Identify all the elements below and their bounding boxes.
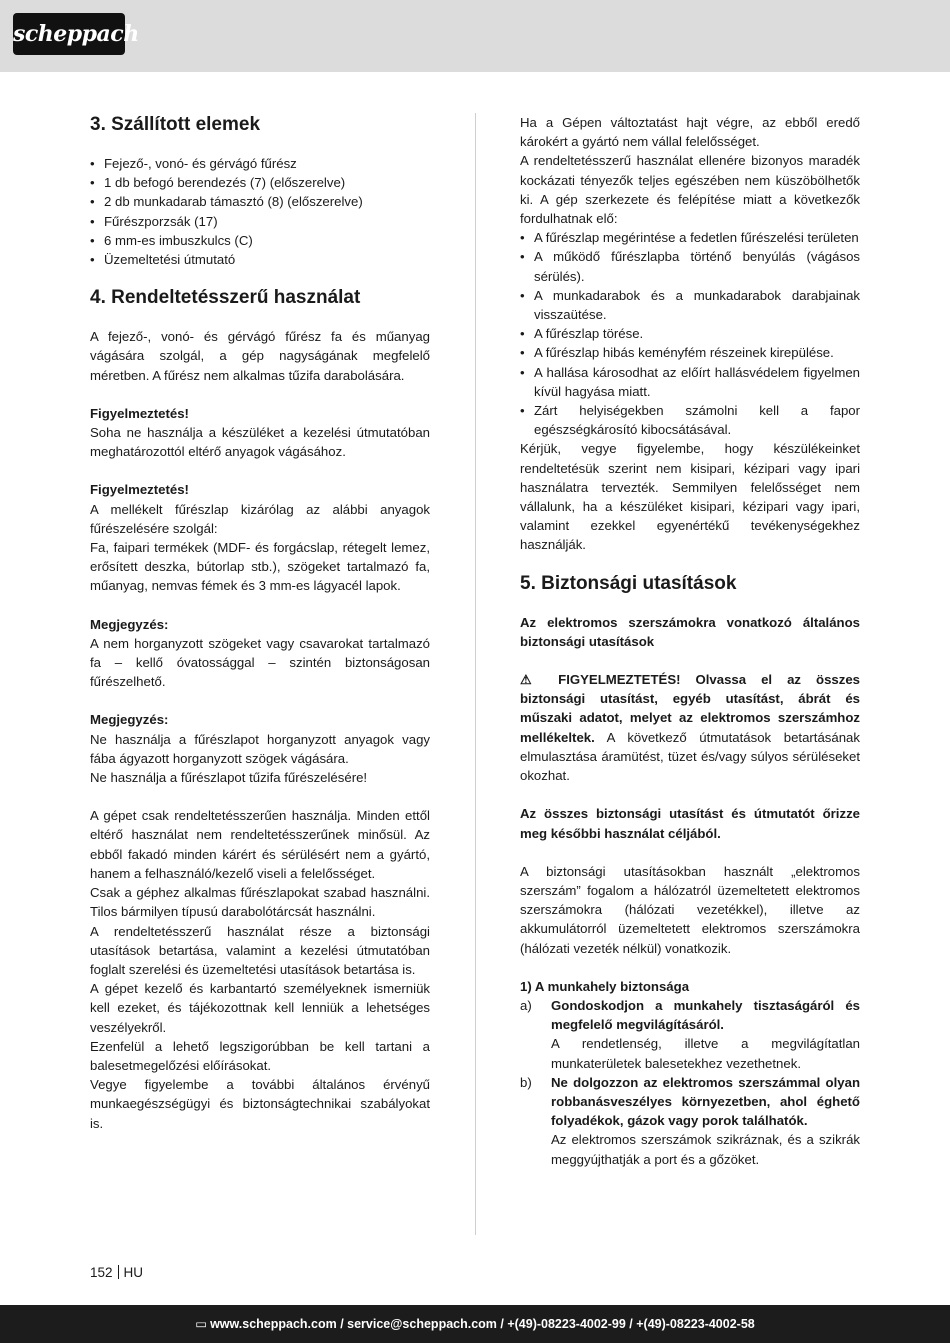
warning-text: A mellékelt fűrészlap kizárólag az alábbi anyagok fűrészelésére szolgál:: [90, 501, 430, 536]
list-item: • Fejező-, vonó- és gérvágó fűrész: [90, 154, 430, 173]
warning-text: Soha ne használja a készüléket a kezelési útmutatóban meghatározottól eltérő anyagok vágásához.: [90, 425, 430, 460]
paragraph: A gépet kezelő és karbantartó személyeknek ismerniük kell ezeket, és tájékozottnak kell lenniük a lehetséges veszélyekről.: [90, 981, 430, 1035]
item-letter: b): [520, 1074, 532, 1090]
instruction-a: [520, 996, 860, 1073]
paragraph: Ha a Gépen változtatást hajt végre, az ebből eredő károkért a gyártó nem vállal felelősséget.: [520, 115, 860, 150]
contact-text: www.scheppach.com / service@scheppach.com / +(49)-08223-4002-99 / +(49)-08223-4002-58: [210, 1317, 755, 1331]
paragraph: Csak a géphez alkalmas fűrészlapokat szabad használni. Tilos bármilyen típusú darabolótárcsát használni.: [90, 885, 430, 920]
list-item: • A fűrészlap törése.: [520, 324, 860, 343]
definition-text: A biztonsági utasításokban használt „elektromos szerszám” fogalom a hálózatról üzemeltetett elektromos szerszámokra (hálózati vezetékkel), illetve az akkumulátorról üzemeltetett elektromos szerszámokra (hálózati vezeték nélkül) vonatkozik.: [520, 863, 860, 956]
list-item: • Üzemeltetési útmutató: [90, 250, 430, 269]
section-5-title: 5. Biztonsági utasítások: [520, 572, 737, 594]
column-divider: [475, 113, 476, 1235]
item-letter: a): [520, 997, 532, 1013]
section-4-title: 4. Rendeltetésszerű használat: [90, 287, 361, 309]
subsection-title: Az elektromos szerszámokra vonatkozó általános biztonsági utasítások: [520, 614, 860, 649]
residual-risks-list: [520, 228, 860, 439]
materials-text: Fa, faipari termékek (MDF- és forgácslap, rétegelt lemez, erősített deszka, bútorlap stb.), szögeket tartalmazó fa, műanyag, nemvas fémek és 3 mm-es lágyacél lapok.: [90, 540, 430, 594]
paragraph: Vegye figyelembe a további általános érvényű munkaegészségügyi és biztonságtechnikai szabályokat is.: [90, 1077, 430, 1131]
note-label: Megjegyzés:: [90, 712, 169, 728]
warning-label: Figyelmeztetés!: [90, 482, 189, 498]
list-item: • Zárt helyiségekben számolni kell a fapor egészségkárosító kibocsátásával.: [520, 401, 860, 439]
warning-bold-text: ⚠ FIGYELMEZTETÉS! Olvassa el az összes biztonsági utasítást, egyéb utasítást, ábrát és műszaki adatot, melyet az elektromos szerszámhoz mellékeltek.: [520, 672, 860, 745]
instruction-text: Az elektromos szerszámok szikráznak, és a szikrák meggyújthatják a port és a gőzöket.: [551, 1132, 860, 1167]
header-bar: [0, 0, 950, 72]
page-number: 152: [90, 1265, 113, 1280]
list-item: • A munkadarabok és a munkadarabok darabjainak visszaütése.: [520, 286, 860, 324]
note-label: Megjegyzés:: [90, 616, 169, 632]
list-item: • 1 db befogó berendezés (7) (előszerelve): [90, 173, 430, 192]
list-item: • A fűrészlap hibás keményfém részeinek kirepülése.: [520, 343, 860, 362]
page-footer: [90, 1264, 143, 1282]
keep-instructions-text: Az összes biztonsági utasítást és útmutatót őrizze meg későbbi használat céljából.: [520, 806, 860, 841]
list-item: • A működő fűrészlapba történő benyúlás (vágásos sérülés).: [520, 247, 860, 285]
paragraph: A gépet csak rendeltetésszerűen használja. Minden ettől eltérő használat nem rendeltetésszerűnek minősül. Az ebből fakadó minden kárért és sérülésért nem a gyártó, hanem a felhasználó/kezelő viseli a felelősséget.: [90, 808, 430, 881]
paragraph: Ezenfelül a lehető legszigorúbban be kell tartani a balesetmegelőzési előírásokat.: [90, 1038, 430, 1073]
instruction-text: A rendetlenség, illetve a megvilágítatlan munkaterületek balesetekhez vezethetnek.: [551, 1036, 860, 1071]
delivered-items-list: [90, 154, 430, 269]
instruction-bold: Gondoskodjon a munkahely tisztaságáról és megfelelő megvilágításáról.: [551, 997, 860, 1033]
footer-separator: [118, 1265, 119, 1279]
note-text: Ne használja a fűrészlapot tűzifa fűrészelésére!: [90, 770, 368, 786]
general-warning: [520, 670, 860, 785]
paragraph: A rendeltetésszerű használat ellenére bizonyos maradék kockázati tényezők teljes egészében nem küszöbölhetők ki. A gép szerkezete és felépítése miatt a következők fordulhatnak elő:: [520, 153, 860, 227]
list-item: • 6 mm-es imbuszkulcs (C): [90, 231, 430, 250]
list-item: • A fűrészlap megérintése a fedetlen fűrészelési területen: [520, 228, 860, 247]
section-3-title: 3. Szállított elemek: [90, 114, 261, 135]
intended-use-text: A fejező-, vonó- és gérvágó fűrész fa és műanyag vágására szolgál, a gép nagyságának megfelelő méretben. A fűrész nem alkalmas tűzifa darabolására.: [90, 329, 430, 383]
list-item: • 2 db munkadarab támasztó (8) (előszerelve): [90, 192, 430, 211]
note-text: Ne használja a fűrészlapot horganyzott anyagok vagy fába ágyazott horganyzott szögek vágására.: [90, 731, 430, 766]
list-item: • A hallása károsodhat az előírt hallásvédelem figyelmen kívül hagyása miatt.: [520, 363, 860, 401]
note-text: A nem horganyzott szögeket vagy csavarokat tartalmazó fa – kellő óvatossággal – szintén biztonságosan fűrészelhető.: [90, 635, 430, 690]
warning-label: Figyelmeztetés!: [90, 405, 189, 421]
left-column: [90, 113, 430, 1133]
language-code: HU: [123, 1265, 144, 1280]
instruction-bold: Ne dolgozzon az elektromos szerszámmal olyan robbanásveszélyes környezetben, ahol éghető folyadékok, gázok vagy porok találhatók.: [551, 1074, 860, 1129]
computer-icon: ▭: [195, 1317, 208, 1331]
workplace-safety-title: 1) A munkahely biztonsága: [520, 978, 690, 994]
list-item: • Fűrészporzsák (17): [90, 212, 430, 231]
paragraph: A rendeltetésszerű használat része a biztonsági utasítások betartása, valamint a kezelési útmutatóban foglalt szerelési és üzemeltetési utasítások betartása is.: [90, 923, 430, 977]
contact-bar: [0, 1305, 950, 1343]
right-column: [520, 113, 860, 1169]
warning-normal-text: A következő útmutatások betartásának elmulasztása áramütést, tüzet és/vagy súlyos sérüléseket okozhat.: [520, 729, 860, 784]
scheppach-logo: scheppach: [13, 13, 125, 55]
paragraph: Kérjük, vegye figyelembe, hogy készülékeinket rendeltetésük szerint nem kisipari, kézipari vagy ipari használatra tervezték. Semmilyen felelősséget nem vállalunk, ha a készüléket kisipari, kézipari vagy ipari, valamint ezekkel egyenértékű tevékenységekhez használják.: [520, 441, 860, 553]
instruction-b: [520, 1073, 860, 1169]
